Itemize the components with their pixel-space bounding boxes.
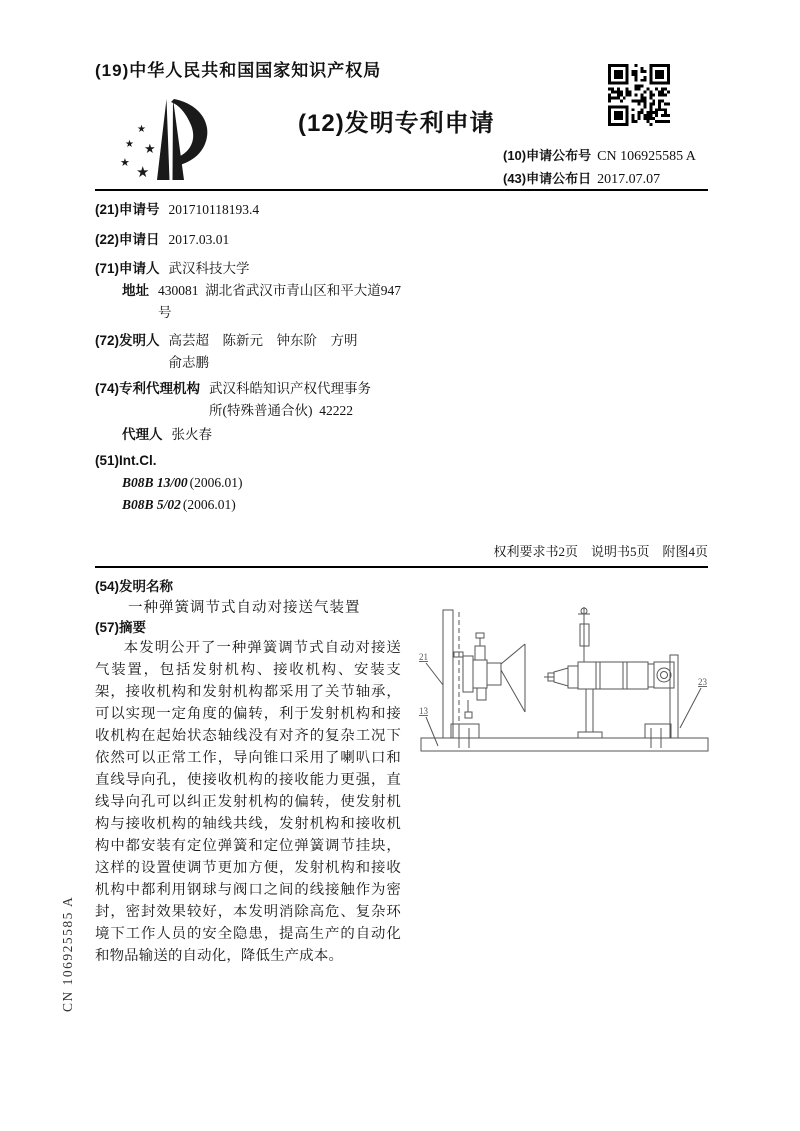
intcl-version: (2006.01): [189, 475, 243, 490]
pub-date-label: (43)申请公布日: [503, 171, 592, 186]
publication-block: [503, 145, 696, 191]
pub-number-row: [503, 145, 696, 168]
inventors-row: [95, 330, 381, 374]
address-label: 地址: [122, 283, 149, 298]
header-divider: [95, 189, 708, 191]
star-icon: ★: [144, 141, 156, 156]
star-icon: ★: [120, 157, 130, 169]
applicant-value: 武汉科技大学: [168, 261, 250, 276]
side-document-code: CN 106925585 A: [60, 895, 75, 1012]
agency-row: [95, 378, 377, 422]
agency-label: (74)专利代理机构: [95, 381, 201, 396]
agent-value: 张火春: [171, 427, 212, 442]
pages-info: 权利要求书2页 说明书5页 附图4页: [493, 544, 708, 559]
pub-date-value: 2017.07.07: [597, 172, 661, 187]
intcl-code: B08B 5/02: [122, 497, 181, 512]
application-number-label: (21)申请号: [95, 202, 160, 217]
applicant-row: [95, 258, 250, 280]
application-date-label: (22)申请日: [95, 232, 160, 247]
patent-office-line: (19)中华人民共和国国家知识产权局: [95, 61, 382, 80]
applicant-label: (71)申请人: [95, 261, 160, 276]
pub-number-value: CN 106925585 A: [597, 149, 696, 164]
intcl-label: (51)Int.Cl.: [95, 453, 157, 468]
figure-ref-13: 13: [419, 706, 428, 716]
agency-value: 武汉科皓知识产权代理事务所(特殊普通合伙) 42222: [209, 381, 372, 418]
application-number-row: [95, 199, 259, 221]
intcl-entry: [122, 494, 236, 516]
patent-figure: [418, 600, 710, 772]
application-date-row: [95, 229, 229, 251]
cnipa-logo: [120, 92, 240, 187]
application-number-value: 201710118193.4: [168, 202, 260, 217]
address-row: [122, 280, 410, 324]
pub-date-row: [503, 168, 696, 191]
invention-title-label: (54)发明名称: [95, 579, 174, 594]
inventors-value: 高芸超 陈新元 钟东阶 方明 俞志鹏: [168, 333, 372, 370]
star-icon: ★: [125, 139, 134, 150]
logo-shapes: [120, 99, 207, 181]
intcl-entry: [122, 472, 243, 494]
intcl-version: (2006.01): [182, 497, 236, 512]
apparatus-drawing-icon: [418, 600, 710, 772]
star-icon: ★: [136, 165, 150, 181]
star-icon: ★: [137, 124, 146, 135]
document-type-title: (12)发明专利申请: [298, 110, 495, 137]
agent-label: 代理人: [122, 427, 163, 442]
qr-code-icon: [608, 64, 670, 126]
intcl-row: [95, 450, 157, 472]
figure-ref-23: 23: [698, 677, 707, 687]
section-divider: [95, 566, 708, 568]
abstract-label: (57)摘要: [95, 620, 147, 635]
abstract-text: 本发明公开了一种弹簧调节式自动对接送气装置，包括发射机构、接收机构、安装支架，接收机构和发射机构都采用了关节轴承，可以实现一定角度的偏转，利于发射机构和接收机构在起始状态轴线没有对齐的复杂工况下依然可以正常工作，导向锥口采用了喇叭口和直线导向孔，使接收机构的接收能力更强，直线导向孔可以纠正发射机构的偏转，使发射机构与接收机构的轴线共线，发射机构和接收机构中都安装有定位弹簧和定位弹簧调节挂块，这样的设置使调节更加方便，发射机构和接收机构中都利用钢球与阀口之间的线接触作为密封，密封效果较好，本发明消除高危、复杂环境下工作人员的安全隐患，提高生产的自动化和物品输送的自动化，降低生产成本。: [95, 640, 401, 964]
figure-ref-21: 21: [419, 652, 428, 662]
invention-title: 一种弹簧调节式自动对接送气装置: [128, 600, 361, 616]
qr-code: [608, 64, 670, 126]
intcl-code: B08B 13/00: [122, 475, 188, 490]
application-date-value: 2017.03.01: [168, 232, 230, 247]
pub-number-label: (10)申请公布号: [503, 148, 592, 163]
figure-linework: [421, 607, 708, 751]
agent-row: [122, 424, 212, 446]
inventors-label: (72)发明人: [95, 333, 160, 348]
address-value: 430081 湖北省武汉市青山区和平大道947号: [158, 283, 401, 320]
cnipa-logo-icon: [120, 92, 240, 187]
